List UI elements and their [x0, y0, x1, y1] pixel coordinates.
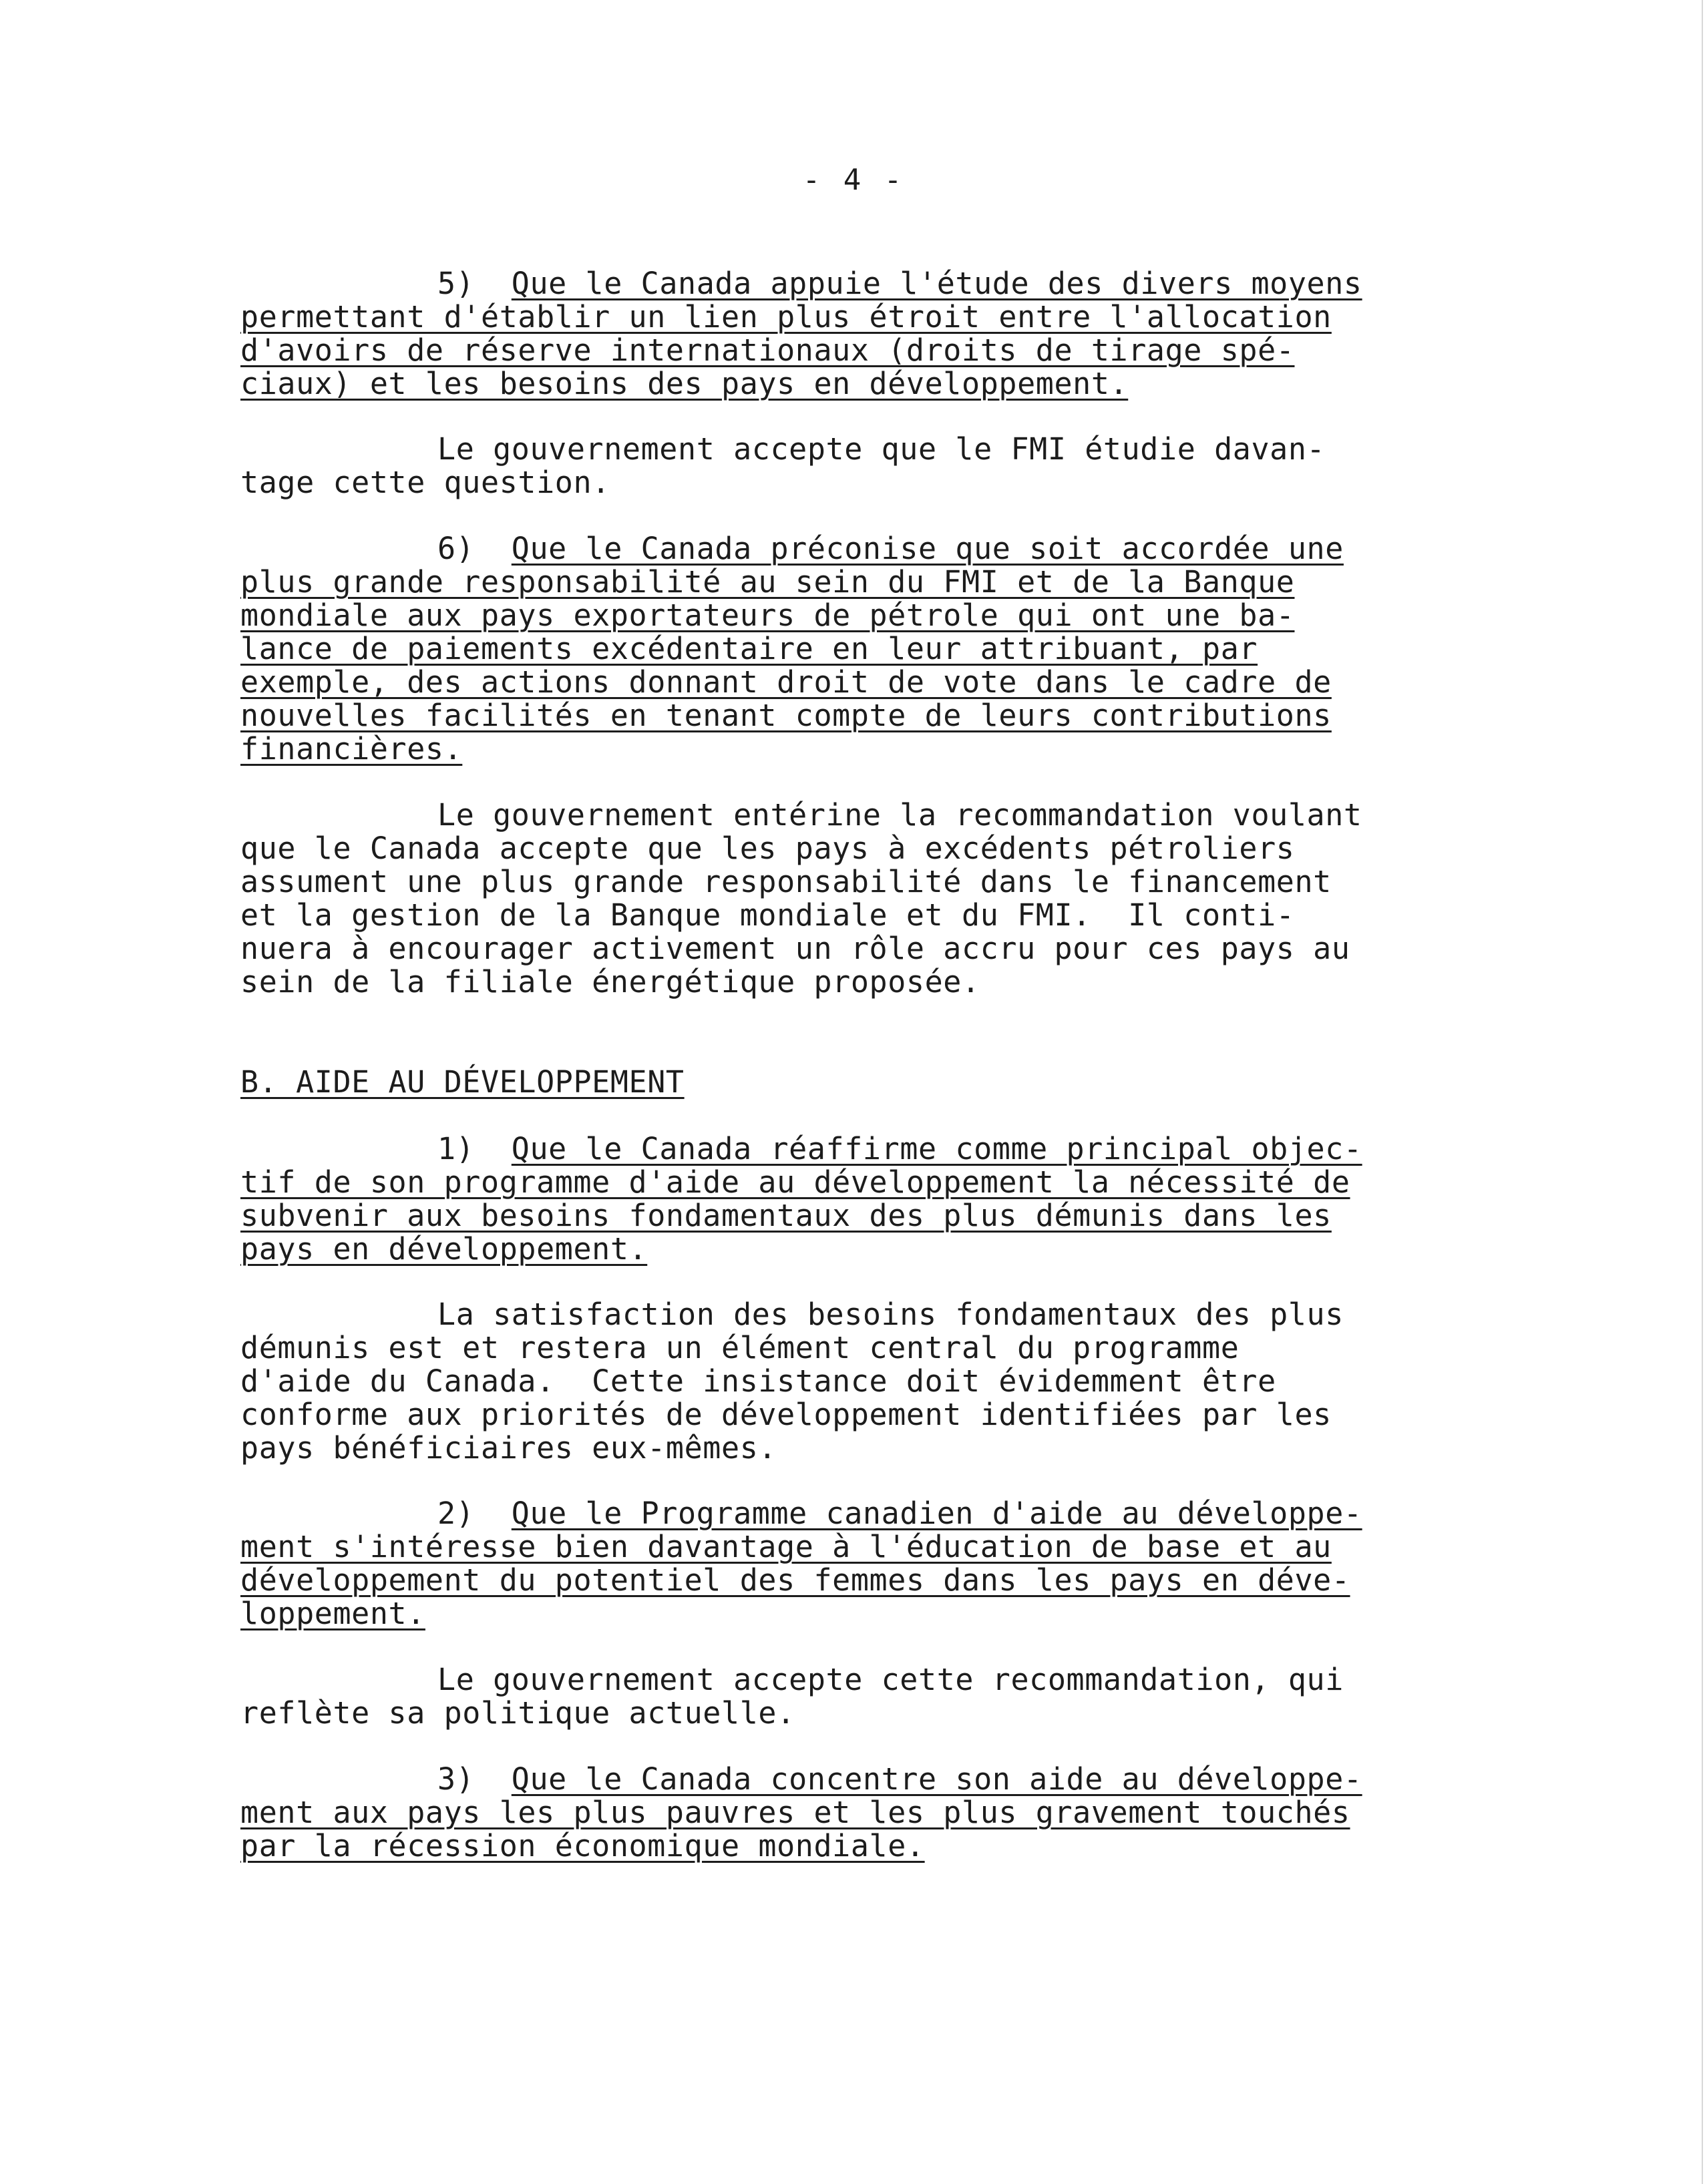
recommendation-text: plus grande responsabilité au sein du FMI et de la Banque: [240, 564, 1295, 600]
response-first-line: [240, 799, 1443, 832]
recommendation-number: 6): [437, 531, 475, 566]
recommendation-b1: [240, 1132, 1443, 1266]
response-text: et la gestion de la Banque mondiale et du FMI. Il conti-: [240, 897, 1295, 933]
response-text: conforme aux priorités de développement identifiées par les: [240, 1397, 1332, 1432]
recommendation-text: Que le Canada préconise que soit accordée une: [511, 531, 1344, 566]
recommendation-text: Que le Canada concentre son aide au développe-: [511, 1761, 1362, 1797]
recommendation-text: Que le Programme canadien d'aide au développe-: [511, 1496, 1362, 1531]
response-b1: [240, 1298, 1443, 1465]
recommendation-text: ment aux pays les plus pauvres et les plus gravement touchés: [240, 1795, 1350, 1830]
recommendation-text: subvenir aux besoins fondamentaux des plus démunis dans les: [240, 1198, 1332, 1233]
recommendation-text: Que le Canada appuie l'étude des divers moyens: [511, 266, 1362, 301]
response-text: nuera à encourager activement un rôle accru pour ces pays au: [240, 931, 1350, 966]
recommendation-text: exemple, des actions donnant droit de vote dans le cadre de: [240, 664, 1332, 700]
recommendation-text: pays en développement.: [240, 1231, 648, 1267]
response-text: que le Canada accepte que les pays à excédents pétroliers: [240, 831, 1295, 866]
scan-edge-line: [1702, 0, 1703, 2184]
recommendation-first-line: [240, 1132, 1443, 1166]
recommendation-text: ciaux) et les besoins des pays en développement.: [240, 366, 1129, 401]
recommendation-6: [240, 532, 1443, 766]
response-text: Le gouvernement accepte cette recommandation, qui: [437, 1662, 1344, 1697]
response-first-line: [240, 1663, 1443, 1697]
recommendation-number: 1): [437, 1131, 475, 1166]
recommendation-b2: [240, 1497, 1443, 1630]
response-text: reflète sa politique actuelle.: [240, 1695, 795, 1731]
response-text: Le gouvernement accepte que le FMI étudie davan-: [437, 431, 1326, 467]
recommendation-text: Que le Canada réaffirme comme principal objec-: [511, 1131, 1362, 1166]
recommendation-b3: [240, 1763, 1443, 1863]
recommendation-first-line: [240, 267, 1443, 300]
recommendation-first-line: [240, 532, 1443, 566]
response-text: assument une plus grande responsabilité dans le financement: [240, 864, 1332, 899]
recommendation-text: mondiale aux pays exportateurs de pétrole qui ont une ba-: [240, 598, 1295, 633]
section-heading: B. AIDE AU DÉVELOPPEMENT: [240, 1064, 685, 1100]
recommendation-first-line: [240, 1763, 1443, 1796]
response-5: [240, 433, 1443, 499]
recommendation-text: financières.: [240, 731, 463, 767]
recommendation-number: 2): [437, 1496, 475, 1531]
recommendation-text: d'avoirs de réserve internationaux (droits de tirage spé-: [240, 333, 1295, 368]
response-text: sein de la filiale énergétique proposée.: [240, 964, 980, 1000]
response-text: pays bénéficiaires eux-mêmes.: [240, 1430, 777, 1466]
recommendation-number: 5): [437, 266, 475, 301]
recommendation-text: développement du potentiel des femmes dans les pays en déve-: [240, 1562, 1350, 1598]
page-number: - 4 -: [802, 163, 905, 197]
recommendation-text: nouvelles facilités en tenant compte de leurs contributions: [240, 698, 1332, 733]
response-b2: [240, 1663, 1443, 1730]
response-first-line: [240, 1298, 1443, 1331]
recommendation-number: 3): [437, 1761, 475, 1797]
response-text: d'aide du Canada. Cette insistance doit évidemment être: [240, 1363, 1276, 1399]
recommendation-text: loppement.: [240, 1596, 425, 1631]
response-text: Le gouvernement entérine la recommandation voulant: [437, 797, 1362, 833]
recommendation-first-line: [240, 1497, 1443, 1530]
recommendation-text: permettant d'établir un lien plus étroit entre l'allocation: [240, 299, 1332, 335]
recommendation-text: par la récession économique mondiale.: [240, 1828, 925, 1864]
recommendation-text: ment s'intéresse bien davantage à l'éducation de base et au: [240, 1529, 1332, 1564]
response-text: démunis est et restera un élément central du programme: [240, 1330, 1240, 1365]
recommendation-text: tif de son programme d'aide au développement la nécessité de: [240, 1164, 1350, 1200]
response-first-line: [240, 433, 1443, 466]
response-6: [240, 799, 1443, 999]
response-text: tage cette question.: [240, 465, 610, 500]
recommendation-text: lance de paiements excédentaire en leur attribuant, par: [240, 631, 1258, 666]
recommendation-5: [240, 267, 1443, 401]
response-text: La satisfaction des besoins fondamentaux des plus: [437, 1297, 1344, 1332]
